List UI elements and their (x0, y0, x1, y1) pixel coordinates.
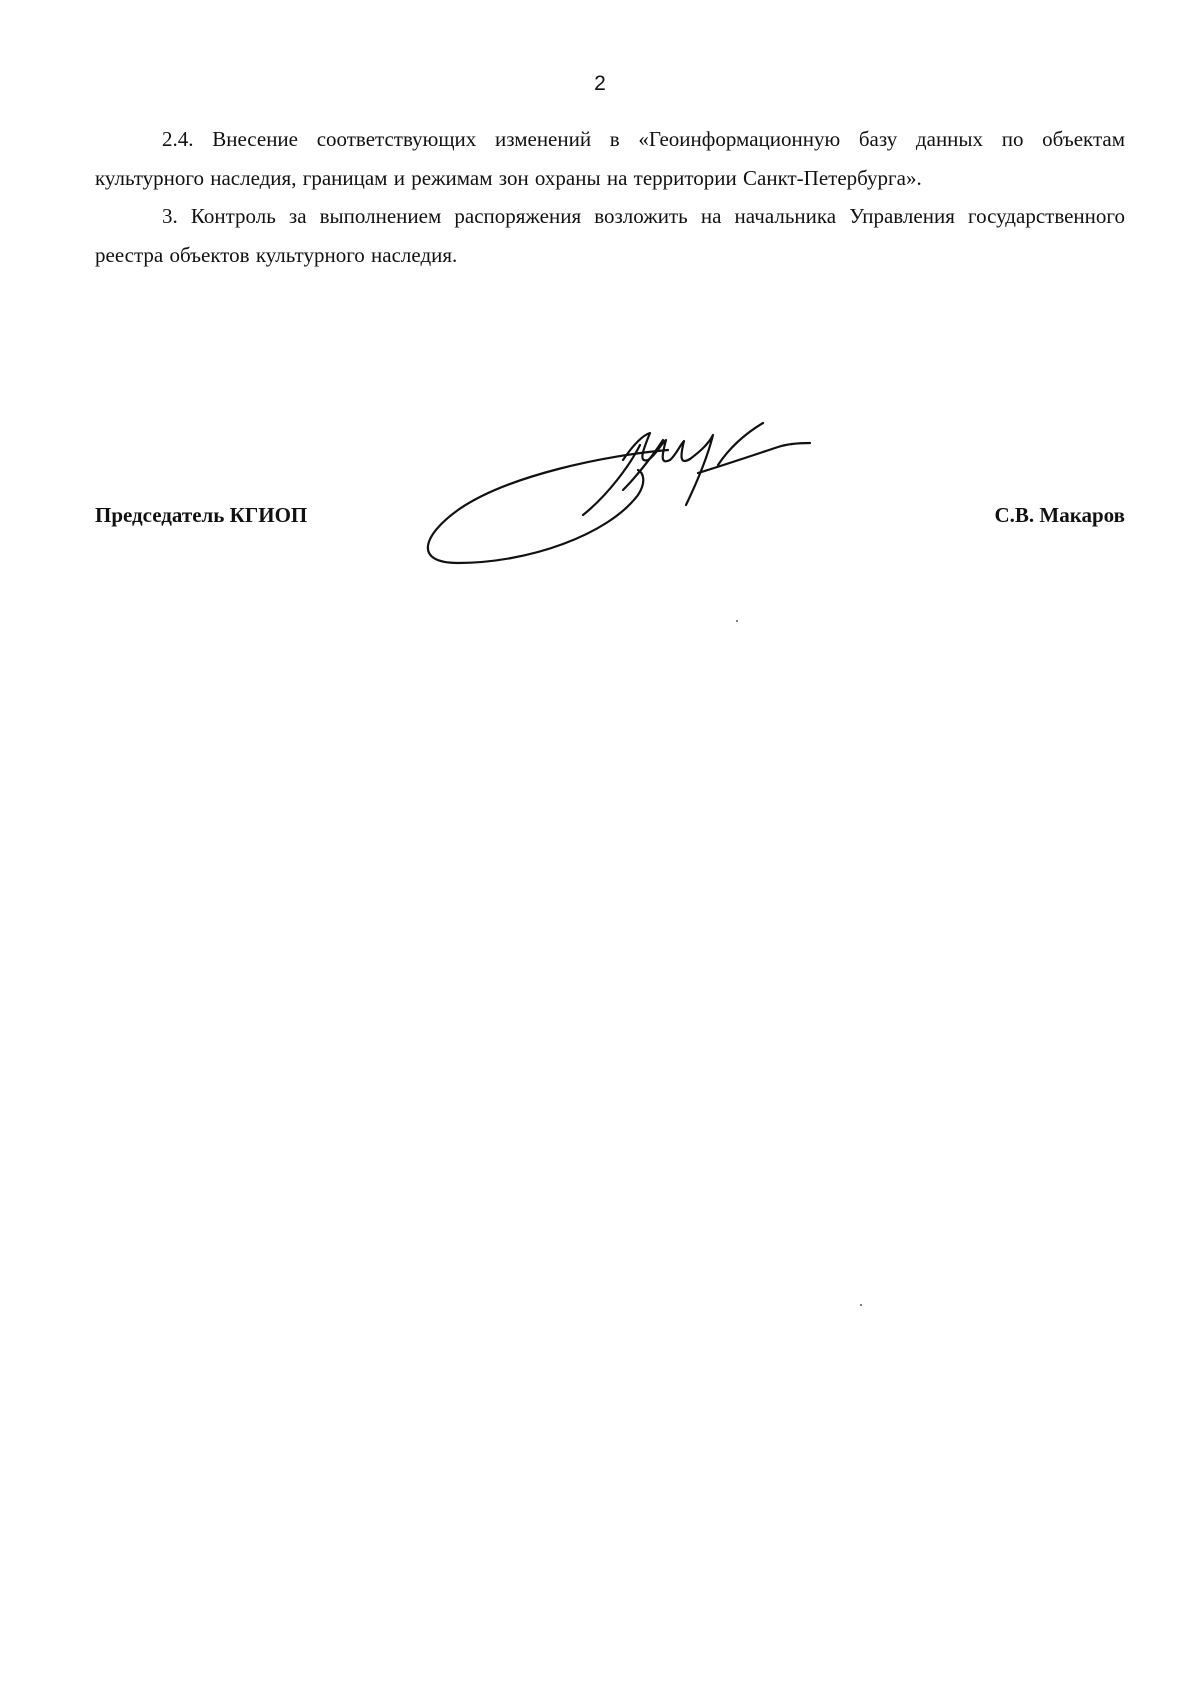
scan-speck (860, 1304, 862, 1306)
signatory-title: Председатель КГИОП (95, 503, 308, 527)
signature-block (95, 495, 1125, 535)
paragraph-3: 3. Контроль за выполнением распоряжения возложить на начальника Управления государственного реестра объектов культурного наследия. (95, 204, 1125, 267)
page-number: 2 (594, 72, 606, 95)
signatory-name: С.В. Макаров (994, 503, 1125, 527)
paragraph-2-4: 2.4. Внесение соответствующих изменений в «Геоинформационную базу данных по объектам культурного наследия, границам и режимам зон охраны на территории Санкт-Петербурга». (95, 127, 1125, 190)
scan-speck (736, 620, 738, 622)
document-body (95, 120, 1125, 274)
